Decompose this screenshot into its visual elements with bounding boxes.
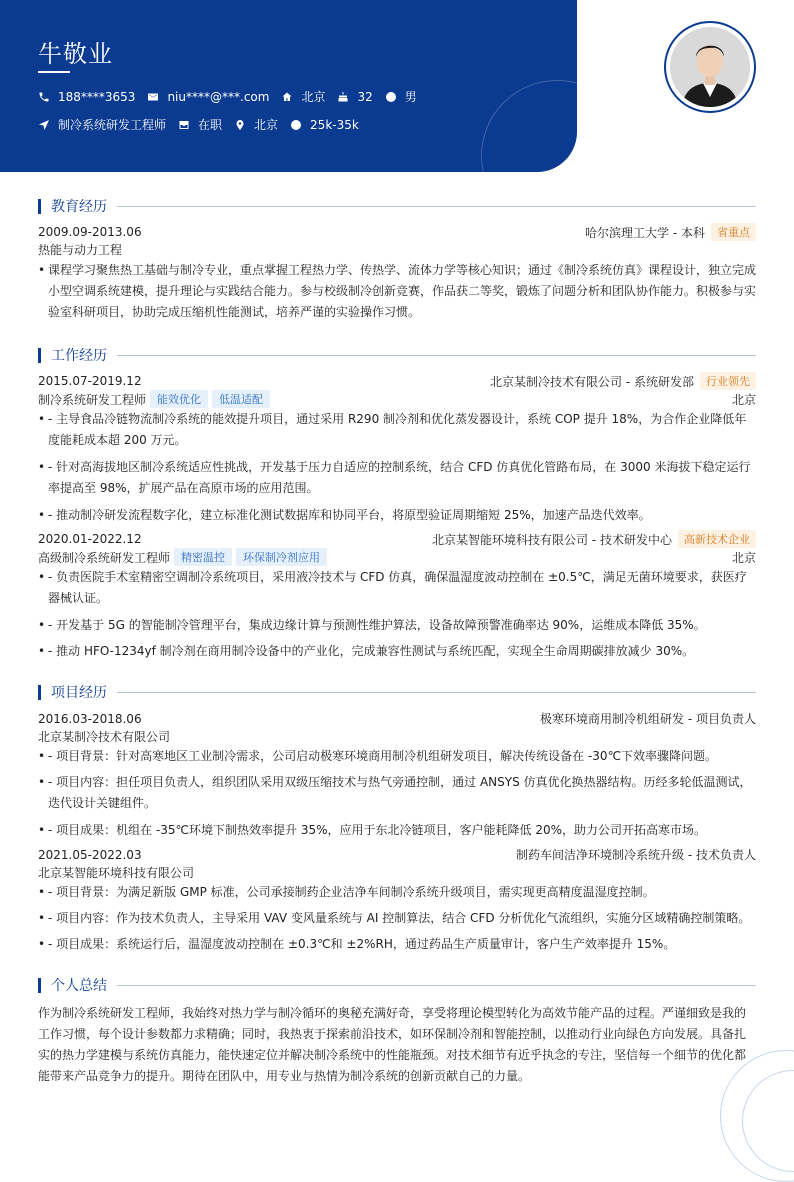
work-company-tag: 行业领先: [700, 372, 756, 390]
work-bullet: • - 负责医院手术室精密空调制冷系统项目，采用液冷技术与 CFD 仿真，确保温湿度波动控制在 ±0.5℃，满足无菌环境要求，获医疗器械认证。: [38, 567, 756, 609]
section-marker: [38, 978, 41, 993]
work-bullet: • - 推动 HFO-1234yf 制冷剂在商用制冷设备中的产业化，完成兼容性测试与系统匹配，实现全生命周期碳排放减少 30%。: [38, 641, 756, 662]
education-description: • 课程学习聚焦热工基础与制冷专业，重点掌握工程热力学、传热学、流体力学等核心知识；通过《制冷系统仿真》课程设计，独立完成小型空调系统建模，提升理论与实践结合能力。参与校级制冷创新竞赛，作品获二等奖，锻炼了问题分析和团队协作能力。积极参与实验室科研项目，协助完成压缩机性能测试，培养严谨的实验操作习惯。: [38, 260, 756, 323]
work-location: 北京: [731, 392, 756, 407]
age-item: [337, 90, 372, 104]
education-major: 热能与动力工程: [38, 243, 123, 257]
project-name-role: 极寒环境商用制冷机组研发 - 项目负责人: [540, 712, 756, 726]
education-header: [38, 223, 756, 241]
send-icon: [38, 119, 50, 131]
status-text: 在职: [198, 118, 223, 132]
project-company: 北京某制冷技术有限公司: [38, 730, 171, 744]
avatar-portrait-icon: [670, 27, 750, 107]
summary-text: 作为制冷系统研发工程师，我始终对热力学与制冷循环的奥秘充满好奇，享受将理论模型转化为高效节能产品的过程。严谨细致是我的工作习惯，每个设计参数都力求精确；同时，我热衷于探索前沿技术，如环保制冷剂和智能控制，以推动行业向绿色方向发展。具备扎实的热力学建模与系统仿真能力，能快速定位并解决制冷系统中的性能瓶颈。对技术细节有近乎执念的专注，坚信每一个细节的优化都能带来产品竞争力的提升。期待在团队中，用专业与热情为制冷系统的创新贡献自己的力量。: [38, 1006, 747, 1083]
work-date: 2015.07-2019.12: [38, 374, 142, 388]
project-bullet: • - 项目背景：针对高寒地区工业制冷需求，公司启动极寒环境商用制冷机组研发项目，解决传统设备在 -30℃下效率骤降问题。: [38, 746, 756, 767]
work-skill-tag: 低温适配: [212, 390, 270, 408]
section-divider: [117, 355, 756, 356]
work-skill-tag: 精密温控: [174, 548, 232, 566]
email-item: [147, 90, 269, 104]
target-city-item: [234, 116, 278, 133]
education-tag: 省重点: [711, 223, 756, 241]
city-item: [281, 88, 325, 105]
section-marker: [38, 348, 41, 363]
work-bullet: • - 主导食品冷链物流制冷系统的能效提升项目，通过采用 R290 制冷剂和优化蒸发器设计，系统 COP 提升 18%，为合作企业降低年度能耗成本超 200 万元。: [38, 409, 756, 451]
work-2-header: [38, 530, 756, 548]
avatar-frame: [664, 21, 756, 113]
section-title-summary: 个人总结: [51, 978, 107, 994]
section-marker: [38, 199, 41, 214]
work-date: 2020.01-2022.12: [38, 532, 142, 546]
work-company-group: [432, 530, 756, 548]
candidate-name: 牛敬业: [38, 40, 113, 68]
work-skill-tag: 能效优化: [150, 390, 208, 408]
work-location: 北京: [731, 550, 756, 565]
email-icon: [147, 91, 159, 103]
work-1-header: [38, 372, 756, 390]
work-skill-tag: 环保制冷剂应用: [236, 548, 327, 566]
work-1-position-row: [38, 390, 756, 408]
status-item: [178, 116, 222, 133]
inbox-icon: [178, 119, 190, 131]
education-school: 哈尔滨理工大学 - 本科: [585, 225, 705, 240]
education-date: 2009.09-2013.06: [38, 225, 142, 239]
gender-item: [385, 88, 417, 105]
project-bullet: • - 项目内容：作为技术负责人，主导采用 VAV 变风量系统与 AI 控制算法，结合 CFD 分析优化气流组织，实施分区域精确控制策略。: [38, 908, 756, 929]
phone-icon: [38, 91, 50, 103]
work-position-group: [38, 548, 327, 566]
section-title-education: 教育经历: [51, 199, 107, 215]
work-position: 制冷系统研发工程师: [38, 392, 147, 407]
avatar: [670, 27, 750, 107]
project-bullet: • - 项目内容：担任项目负责人，组织团队采用双级压缩技术与热气旁通控制，通过 ANSYS 仿真优化换热器结构。历经多轮低温测试，迭代设计关键组件。: [38, 772, 756, 814]
home-icon: [281, 91, 293, 103]
section-title-work: 工作经历: [51, 348, 107, 364]
work-bullet: • - 针对高海拔地区制冷系统适应性挑战，开发基于压力自适应的控制系统，结合 CFD 仿真优化管路布局，在 3000 米海拔下稳定运行率提高至 98%，扩展产品在高原市场的应用范围。: [38, 457, 756, 499]
project-name-role: 制药车间洁净环境制冷系统升级 - 技术负责人: [516, 848, 756, 862]
money-icon: [290, 119, 302, 131]
location-pin-icon: [234, 119, 246, 131]
salary-item: [290, 118, 359, 132]
project-date: 2016.03-2018.06: [38, 711, 142, 726]
city-text: 北京: [301, 90, 326, 104]
section-divider: [117, 985, 756, 986]
header-banner: [0, 0, 577, 172]
target-city-text: 北京: [254, 118, 279, 132]
project-1-company-row: [38, 728, 756, 745]
gender-text: 男: [404, 90, 417, 104]
work-2-position-row: [38, 548, 756, 566]
name-underline: [38, 71, 70, 73]
age-text: 32: [357, 89, 373, 104]
email-text: niu****@***.com: [167, 89, 270, 104]
section-divider: [117, 206, 756, 207]
work-position-group: [38, 390, 270, 408]
job-intent-row: [38, 116, 371, 133]
work-bullet: • - 开发基于 5G 的智能制冷管理平台，集成边缘计算与预测性维护算法，设备故障预警准确率达 90%，运维成本降低 35%。: [38, 615, 756, 636]
salary-text: 25k-35k: [310, 117, 359, 132]
work-bullet: • - 推动制冷研发流程数字化，建立标准化测试数据库和协同平台，将原型验证周期缩短 25%，加速产品迭代效率。: [38, 505, 756, 526]
job-item: [38, 116, 166, 133]
section-education: [38, 196, 756, 216]
project-1-header: [38, 710, 756, 727]
section-work: [38, 345, 756, 365]
section-title-projects: 项目经历: [51, 685, 107, 701]
project-2-company-row: [38, 864, 756, 881]
section-divider: [117, 692, 756, 693]
project-date: 2021.05-2022.03: [38, 847, 142, 862]
project-bullet: • - 项目成果：机组在 -35℃环境下制热效率提升 35%，应用于东北冷链项目，客户能耗降低 20%，助力公司开拓高寒市场。: [38, 820, 756, 841]
cake-icon: [337, 91, 349, 103]
work-company: 北京某制冷技术有限公司 - 系统研发部: [490, 374, 694, 389]
job-title-text: 制冷系统研发工程师: [58, 118, 167, 132]
project-2-header: [38, 846, 756, 863]
contact-row: [38, 88, 429, 105]
section-marker: [38, 685, 41, 700]
project-bullet: • - 项目背景：为满足新版 GMP 标准，公司承接制药企业洁净车间制冷系统升级项目，需实现更高精度温湿度控制。: [38, 882, 756, 903]
project-bullet: • - 项目成果：系统运行后，温湿度波动控制在 ±0.3℃和 ±2%RH，通过药品生产质量审计，客户生产效率提升 15%。: [38, 934, 756, 955]
section-summary: [38, 975, 756, 995]
phone-text: 188****3653: [58, 89, 136, 104]
phone-item: [38, 90, 135, 104]
education-school-group: [585, 223, 756, 241]
work-company-group: [490, 372, 756, 390]
work-position: 高级制冷系统研发工程师: [38, 550, 171, 565]
education-major-row: [38, 241, 756, 258]
work-company: 北京某智能环境科技有限公司 - 技术研发中心: [432, 532, 672, 547]
project-company: 北京某智能环境科技有限公司: [38, 866, 195, 880]
gender-icon: [385, 91, 397, 103]
work-company-tag: 高新技术企业: [678, 530, 756, 548]
section-projects: [38, 682, 756, 702]
header-decor-circle: [481, 80, 577, 172]
